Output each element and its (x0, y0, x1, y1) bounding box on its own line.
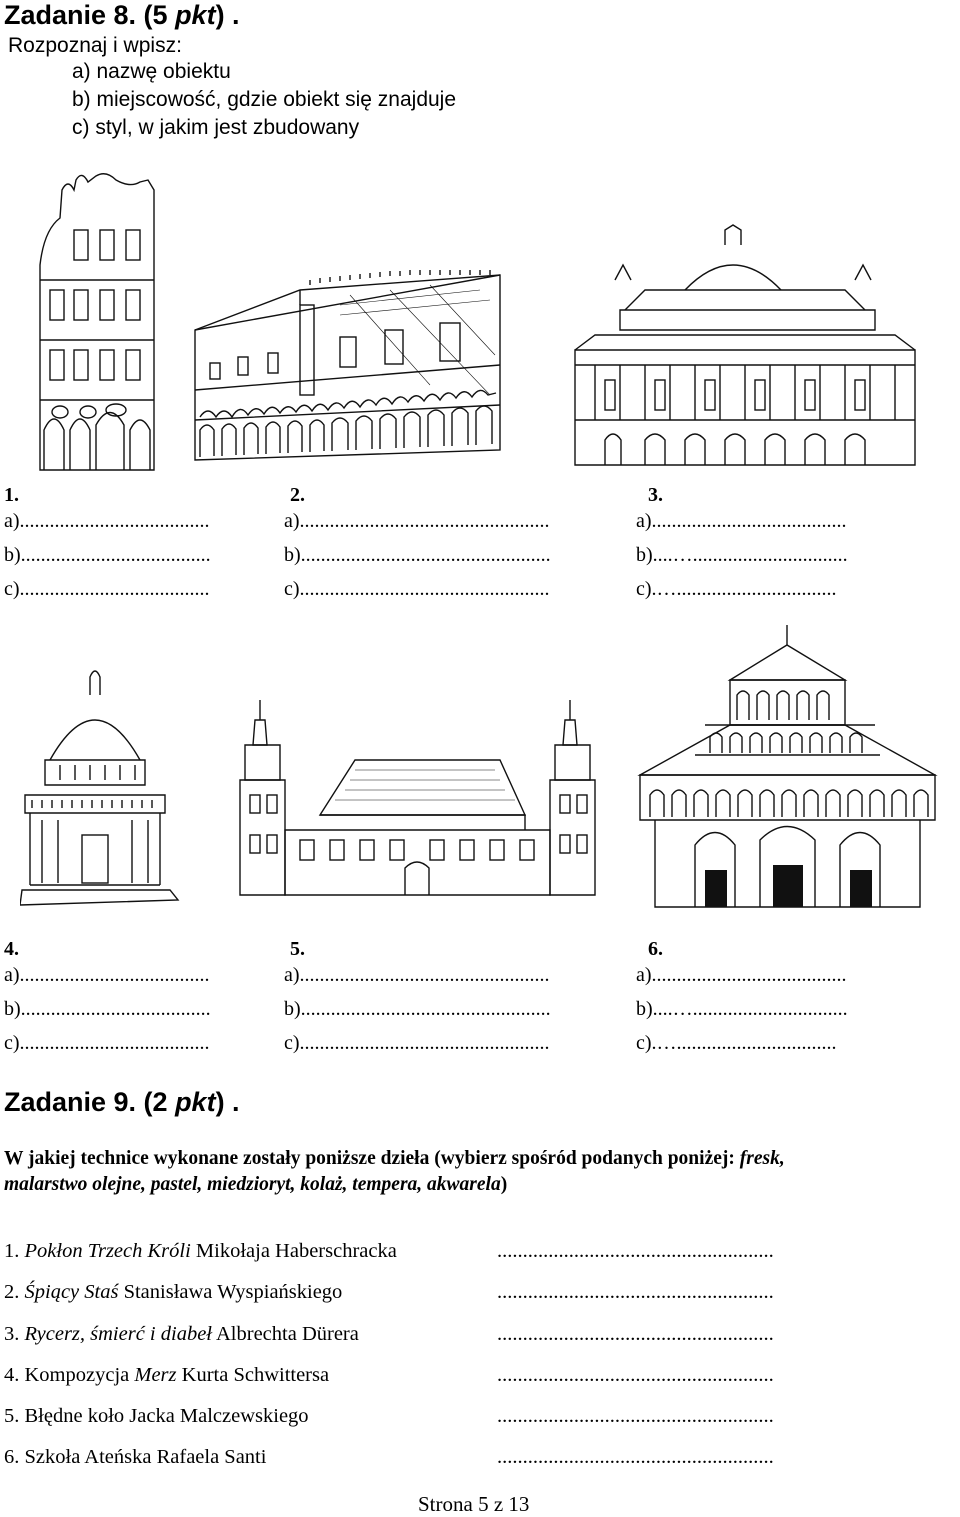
answer-block-4 (4, 936, 211, 1056)
answer-b-blank[interactable]: b)....…............................... (636, 544, 848, 566)
answer-block-5 (284, 936, 551, 1056)
answer-b-blank[interactable]: b)....…............................... (636, 998, 848, 1020)
work-answer-blank[interactable]: ...................................................... (497, 1323, 774, 1345)
answer-number: 4. (4, 938, 19, 960)
answer-b-blank[interactable]: b).................................................. (284, 998, 551, 1020)
answer-number: 1. (4, 484, 19, 506)
task8-item-c: c) styl, w jakim jest zbudowany (72, 116, 360, 139)
answer-c-blank[interactable]: c).................................................. (284, 1032, 550, 1054)
answer-b-blank[interactable]: b).................................................. (284, 544, 551, 566)
answer-b-blank[interactable]: b)...................................... (4, 998, 211, 1020)
work-item: 6. Szkoła Ateńska Rafaela Santi (4, 1446, 267, 1468)
answer-a-blank[interactable]: a)...................................... (4, 510, 210, 532)
answer-c-blank[interactable]: c)...................................... (4, 578, 210, 600)
task8-item-b: b) miejscowość, gdzie obiekt się znajduje (72, 88, 457, 111)
answer-block-2 (284, 482, 551, 602)
task8-item-a: a) nazwę obiektu (72, 60, 231, 83)
answer-c-blank[interactable]: c).…................................ (636, 578, 837, 600)
work-answer-blank[interactable]: ...................................................... (497, 1405, 774, 1427)
work-answer-blank[interactable]: ...................................................... (497, 1240, 774, 1262)
answer-a-blank[interactable]: a).................................................. (284, 964, 550, 986)
work-item: 5. Błędne koło Jacka Malczewskiego (4, 1405, 309, 1427)
building-4-illustration (20, 665, 180, 910)
answer-block-3 (636, 482, 848, 602)
answer-a-blank[interactable]: a).................................................. (284, 510, 550, 532)
work-answer-blank[interactable]: ...................................................... (497, 1446, 774, 1468)
answer-c-blank[interactable]: c).................................................. (284, 578, 550, 600)
answer-block-6 (636, 936, 848, 1056)
task8-instruction: Rozpoznaj i wpisz: (8, 34, 182, 57)
answer-a-blank[interactable]: a)....................................... (636, 510, 847, 532)
answer-number: 5. (290, 938, 305, 960)
building-5-illustration (225, 690, 610, 910)
answer-number: 6. (648, 938, 663, 960)
building-3-illustration (565, 220, 925, 475)
answer-b-blank[interactable]: b)...................................... (4, 544, 211, 566)
answer-c-blank[interactable]: c)...................................... (4, 1032, 210, 1054)
page-number: Strona 5 z 13 (418, 1492, 530, 1516)
answer-a-blank[interactable]: a)....................................... (636, 964, 847, 986)
work-item: 3. Rycerz, śmierć i diabeł Albrechta Dürera (4, 1323, 359, 1345)
answer-block-1 (4, 482, 211, 602)
answer-c-blank[interactable]: c).…................................ (636, 1032, 837, 1054)
work-item: 4. Kompozycja Merz Kurta Schwittersa (4, 1364, 330, 1386)
work-item: 2. Śpiący Staś Stanisława Wyspiańskiego (4, 1281, 343, 1303)
building-6-illustration (635, 625, 940, 910)
work-answer-blank[interactable]: ...................................................... (497, 1281, 774, 1303)
task9-title: Zadanie 9. (2 pkt) . (4, 1087, 240, 1117)
answer-number: 3. (648, 484, 663, 506)
answer-a-blank[interactable]: a)...................................... (4, 964, 210, 986)
answer-number: 2. (290, 484, 305, 506)
task9-question: W jakiej technice wykonane zostały poniższe dzieła (wybierz spośród podanych poniżej: fresk, malarstwo olejne, pastel, miedzioryt, kolaż, tempera, akwarela) (4, 1148, 785, 1195)
work-item: 1. Pokłon Trzech Króli Mikołaja Haberschracka (4, 1240, 397, 1262)
task8-title: Zadanie 8. (5 pkt) . (4, 0, 240, 30)
work-answer-blank[interactable]: ...................................................... (497, 1364, 774, 1386)
building-2-illustration (190, 245, 510, 470)
building-1-illustration (30, 170, 160, 475)
